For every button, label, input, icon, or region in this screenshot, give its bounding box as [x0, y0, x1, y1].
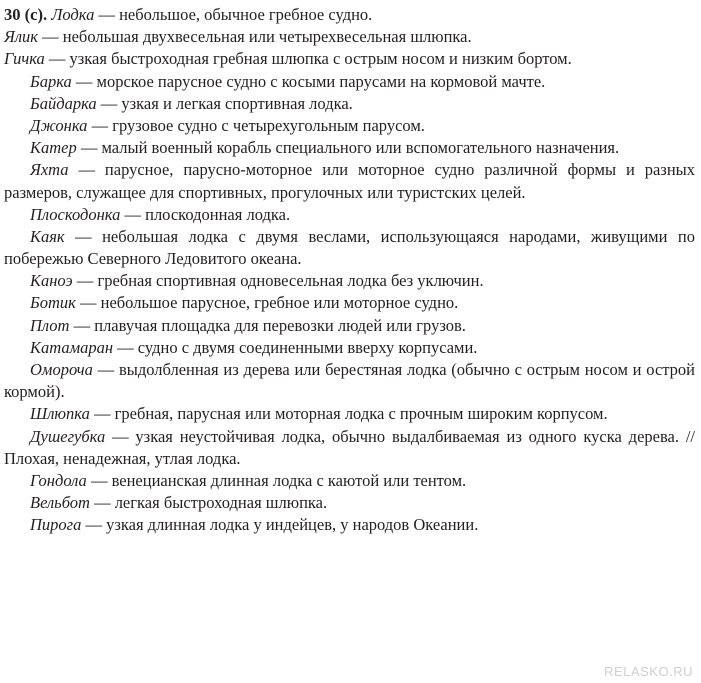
entry-term: Ялик: [4, 27, 39, 47]
entry-line: [4, 359, 695, 403]
entry-definition: — морское парусное судно с косыми парусами на кормовой мачте.: [75, 71, 546, 91]
entry-term: Плот: [30, 315, 70, 335]
entry-line: [4, 514, 695, 536]
entry-definition: — небольшая двухвесельная или четырехвесельная шлюпка.: [42, 27, 472, 47]
entry-term: Шлюпка: [30, 404, 90, 424]
watermark-dot: .: [669, 664, 674, 679]
entry-line: [4, 26, 695, 48]
exercise-number: 30 (с).: [4, 5, 48, 24]
entry-line: [4, 71, 695, 93]
entry-line: [4, 426, 695, 470]
watermark-right: RU: [673, 664, 693, 679]
entry-term: Вельбот: [30, 493, 90, 513]
entry-definition: — гребная, парусная или моторная лодка с прочным широким корпусом.: [93, 404, 608, 424]
entry-line: [4, 403, 695, 425]
entry-term: Плоскодонка: [30, 204, 121, 224]
entry-line: [4, 48, 695, 70]
entry-line: [4, 159, 695, 203]
entry-term: Барка: [30, 71, 72, 91]
entry-term: Джонка: [30, 115, 88, 135]
entry-term: Оморочa: [30, 360, 93, 379]
entry-term: Байдарка: [30, 93, 97, 113]
entry-definition: — узкая длинная лодка у индейцев, у народов Океании.: [85, 515, 479, 535]
entry-definition: — небольшая лодка с двумя веслами, использующаяся народами, живущими по побережью Северного Ледовитого океана.: [4, 226, 696, 269]
entry-line: [4, 137, 695, 159]
entry-definition: — судно с двумя соединенными вверху корпусами.: [117, 337, 478, 357]
entry-definition: — венецианская длинная лодка с каютой или тентом.: [90, 470, 467, 490]
entry-line: [4, 115, 695, 137]
entry-definition: — плавучая площадка для перевозки людей или грузов.: [73, 315, 466, 335]
entry-definition: — небольшое, обычное гребное судно.: [98, 5, 373, 24]
entry-definition: — узкая неустойчивая лодка, обычно выдалбиваемая из одного куска дерева. // Плохая, ненадежная, утлая лодка.: [4, 426, 696, 468]
entry-definition: — легкая быстроходная шлюпка.: [94, 493, 328, 513]
entry-term: Гондола: [30, 470, 87, 490]
watermark: [604, 664, 693, 679]
entry-term: Ботик: [30, 293, 76, 313]
entry-line: [4, 4, 695, 26]
entry-line: [4, 470, 695, 492]
entry-term: Катамаран: [30, 337, 114, 357]
entry-definition: — узкая и легкая спортивная лодка.: [100, 93, 353, 113]
entry-definition: — небольшое парусное, гребное или моторное судно.: [80, 293, 459, 313]
entry-definition: — парусное, парусно-моторное или моторное судно различной формы и разных размеров, служащее для спортивных, прогулочных или туристских целей.: [4, 160, 695, 202]
entry-line: [4, 270, 695, 292]
entry-definition: — выдолбленная из дерева или берестяная лодка (обычно с острым носом и острой кормой).: [4, 360, 696, 402]
entry-line: [4, 292, 695, 314]
entry-line: [4, 93, 695, 115]
entry-term: Яхта: [30, 160, 69, 180]
entry-term: Катер: [30, 138, 77, 158]
entry-term: Пирога: [30, 515, 82, 535]
entry-term: Гичка: [4, 49, 45, 69]
entry-term: Каяк: [30, 226, 65, 246]
entry-definition: — плоскодонная лодка.: [124, 204, 291, 224]
entry-line: [4, 492, 695, 514]
entry-line: [4, 337, 695, 359]
entry-term: Лодка: [51, 5, 95, 24]
entry-definition: — грузовое судно с четырехугольным парусом.: [91, 115, 425, 135]
entry-line: [4, 315, 695, 337]
watermark-left: RELASKO: [604, 664, 670, 679]
entry-definition: — узкая быстроходная гребная шлюпка с острым носом и низким бортом.: [48, 49, 572, 69]
entry-definition: — малый военный корабль специального или вспомогательного назначения.: [80, 138, 620, 158]
entry-definition: — гребная спортивная одновесельная лодка без уключин.: [76, 271, 484, 291]
entry-term: Душегубка: [30, 426, 106, 446]
entry-line: [4, 226, 695, 270]
entry-term: Каноэ: [30, 271, 73, 291]
entry-line: [4, 204, 695, 226]
